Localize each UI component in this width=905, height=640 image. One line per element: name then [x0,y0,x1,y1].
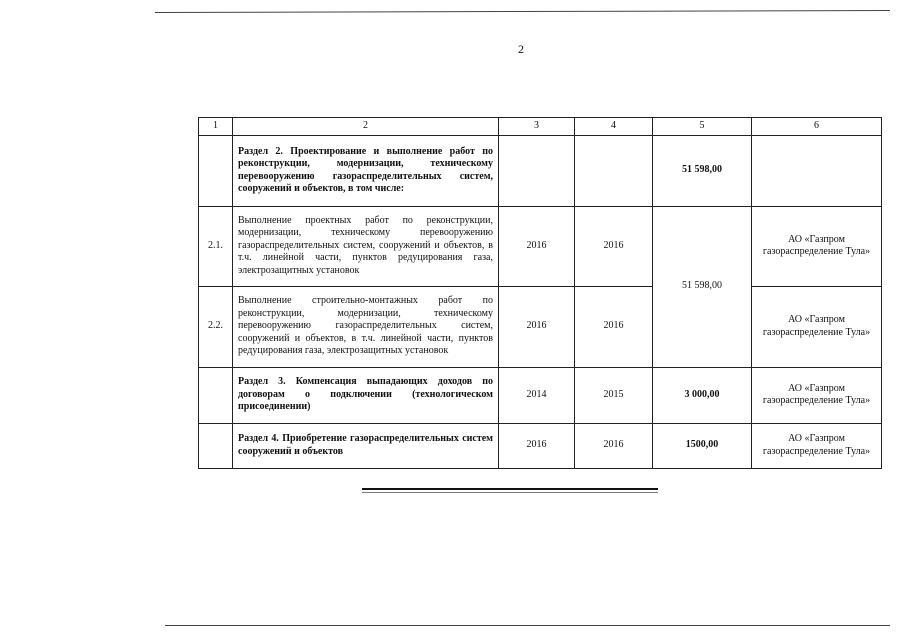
row-number-cell [199,135,233,206]
start-year-cell [499,135,575,206]
end-year-cell: 2016 [575,286,653,367]
table-header-row [199,118,882,136]
merged-sum-cell: 51 598,00 [653,206,752,367]
table-row-2-2 [199,286,882,367]
start-year-cell: 2014 [499,367,575,423]
column-header-6: 6 [752,118,882,136]
organization-cell [752,135,882,206]
end-year-cell: 2016 [575,206,653,286]
column-header-2: 2 [233,118,499,136]
table-row-2-1 [199,206,882,286]
row-number-cell: 2.2. [199,286,233,367]
row-number-cell [199,367,233,423]
organization-cell: АО «Газпром газораспределение Тула» [752,286,882,367]
works-table [198,117,882,469]
start-year-cell: 2016 [499,206,575,286]
work-description: Выполнение строительно-монтажных работ по реконструкции, модернизации, техническому перевооружению газораспределительных систем, сооружений и объектов, в т.ч. линейной части, пунктов редуцирования газа, электрозащитных установок [233,286,499,367]
column-header-3: 3 [499,118,575,136]
section-3-title: Раздел 3. Компенсация выпадающих доходов по договорам о подключении (технологическом присоединении) [233,367,499,423]
table-row-section-2 [199,135,882,206]
end-year-cell: 2015 [575,367,653,423]
organization-cell: АО «Газпром газораспределение Тула» [752,367,882,423]
page-top-edge-line [155,10,890,13]
end-year-cell: 2016 [575,423,653,468]
section-2-title: Раздел 2. Проектирование и выполнение работ по реконструкции, модернизации, техническому перевооружению газораспределительных систем, сооружений и объектов, в том числе: [233,135,499,206]
section-2-sum: 51 598,00 [653,135,752,206]
row-number-cell [199,423,233,468]
end-of-table-rule-thin [362,492,658,493]
column-header-1: 1 [199,118,233,136]
end-of-table-rule [362,488,658,490]
section-3-sum: 3 000,00 [653,367,752,423]
organization-cell: АО «Газпром газораспределение Тула» [752,206,882,286]
table-row-section-3 [199,367,882,423]
column-header-4: 4 [575,118,653,136]
table-row-section-4 [199,423,882,468]
end-year-cell [575,135,653,206]
section-4-title: Раздел 4. Приобретение газораспределительных систем сооружений и объектов [233,423,499,468]
start-year-cell: 2016 [499,423,575,468]
work-description: Выполнение проектных работ по реконструкции, модернизации, техническому перевооружению газораспределительных систем, сооружений и объектов, в т.ч. линейной части, пунктов редуцирования газа, электрозащитных установок [233,206,499,286]
section-4-sum: 1500,00 [653,423,752,468]
column-header-5: 5 [653,118,752,136]
start-year-cell: 2016 [499,286,575,367]
row-number-cell: 2.1. [199,206,233,286]
organization-cell: АО «Газпром газораспределение Тула» [752,423,882,468]
page-bottom-edge-line [165,625,890,626]
page-number: 2 [518,42,524,56]
